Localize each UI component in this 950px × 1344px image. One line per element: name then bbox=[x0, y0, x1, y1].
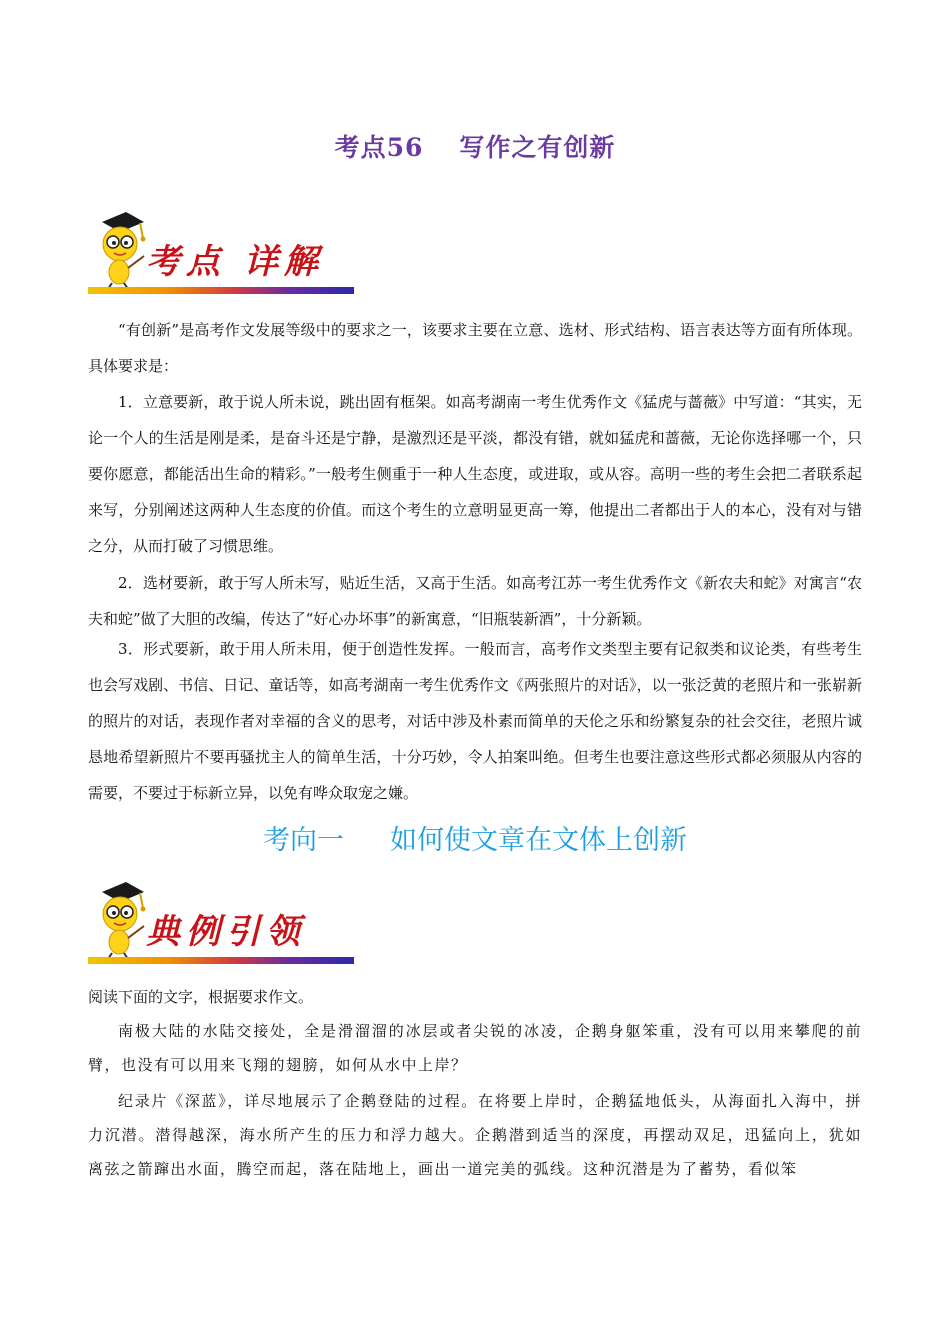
banner-gradient-bar bbox=[88, 287, 354, 294]
intro-paragraph: “有创新”是高考作文发展等级中的要求之一，该要求主要在立意、选材、形式结构、语言表达等方面有所体现。具体要求是： bbox=[88, 321, 862, 375]
instruction-text: 阅读下面的文字，根据要求作文。 bbox=[88, 988, 314, 1006]
title-text: 写作之有创新 bbox=[459, 133, 616, 162]
passage-paragraph-2: 纪录片《深蓝》，详尽地展示了企鹅登陆的过程。在将要上岸时，企鹅猛地低头，从海面扎入海中，拼力沉潜。潜得越深，海水所产生的压力和浮力越大。企鹅潜到适当的深度，再摆动双足，迅猛向上，犹如离弦之箭蹿出水面，腾空而起，落在陆地上，画出一道完美的弧线。这种沉潜是为了蓄势，看似笨 bbox=[88, 1092, 862, 1178]
subheading-label: 考向一 bbox=[263, 825, 344, 856]
scholar-mascot-icon bbox=[88, 878, 148, 960]
scholar-mascot-icon bbox=[88, 208, 148, 290]
banner-title: 考点 详解 bbox=[146, 242, 324, 282]
page-title bbox=[0, 128, 950, 164]
banner-gradient-bar bbox=[88, 957, 354, 964]
point-2-paragraph: 2．选材要新，敢于写人所未写，贴近生活，又高于生活。如高考江苏一考生优秀作文《新农夫和蛇》对寓言“农夫和蛇”做了大胆的改编，传达了“好心办坏事”的新寓意，“旧瓶装新酒”，十分新颖。 bbox=[88, 574, 862, 628]
banner-title: 典例引领 bbox=[146, 912, 306, 952]
point-1-paragraph: 1．立意要新，敢于说人所未说，跳出固有框架。如高考湖南一考生优秀作文《猛虎与蔷薇》中写道：“其实，无论一个人的生活是刚是柔，是奋斗还是宁静，是激烈还是平淡，都没有错，就如猛虎和蔷薇，无论你选择哪一个，只要你愿意，都能活出生命的精彩。”一般考生侧重于一种人生态度，或进取，或从容。高明一些的考生会把二者联系起来写，分别阐述这两种人生态度的价值。而这个考生的立意明显更高一筹，他提出二者都出于人的本心，没有对与错之分，从而打破了习惯思维。 bbox=[88, 393, 862, 555]
title-label: 考点56 bbox=[334, 133, 424, 162]
subheading-text: 如何使文章在文体上创新 bbox=[390, 825, 687, 856]
point-3-paragraph: 3．形式要新，敢于用人所未用，便于创造性发挥。一般而言，高考作文类型主要有记叙类和议论类，有些考生也会写戏剧、书信、日记、童话等，如高考湖南一考生优秀作文《两张照片的对话》，以一张泛黄的老照片和一张崭新的照片的对话，表现作者对幸福的含义的思考，对话中涉及朴素而简单的天伦之乐和纷繁复杂的社会交往，老照片诚恳地希望新照片不要再骚扰主人的简单生活，十分巧妙，令人拍案叫绝。但考生也要注意这些形式都必须服从内容的需要，不要过于标新立异，以免有哗众取宠之嫌。 bbox=[88, 640, 862, 802]
section-banner-dianli bbox=[88, 878, 354, 964]
passage-paragraph-1: 南极大陆的水陆交接处，全是滑溜溜的冰层或者尖锐的冰凌，企鹅身躯笨重，没有可以用来攀爬的前臂，也没有可以用来飞翔的翅膀，如何从水中上岸？ bbox=[88, 1022, 862, 1074]
section-banner-kaodian bbox=[88, 208, 354, 294]
section-subheading bbox=[0, 818, 950, 857]
